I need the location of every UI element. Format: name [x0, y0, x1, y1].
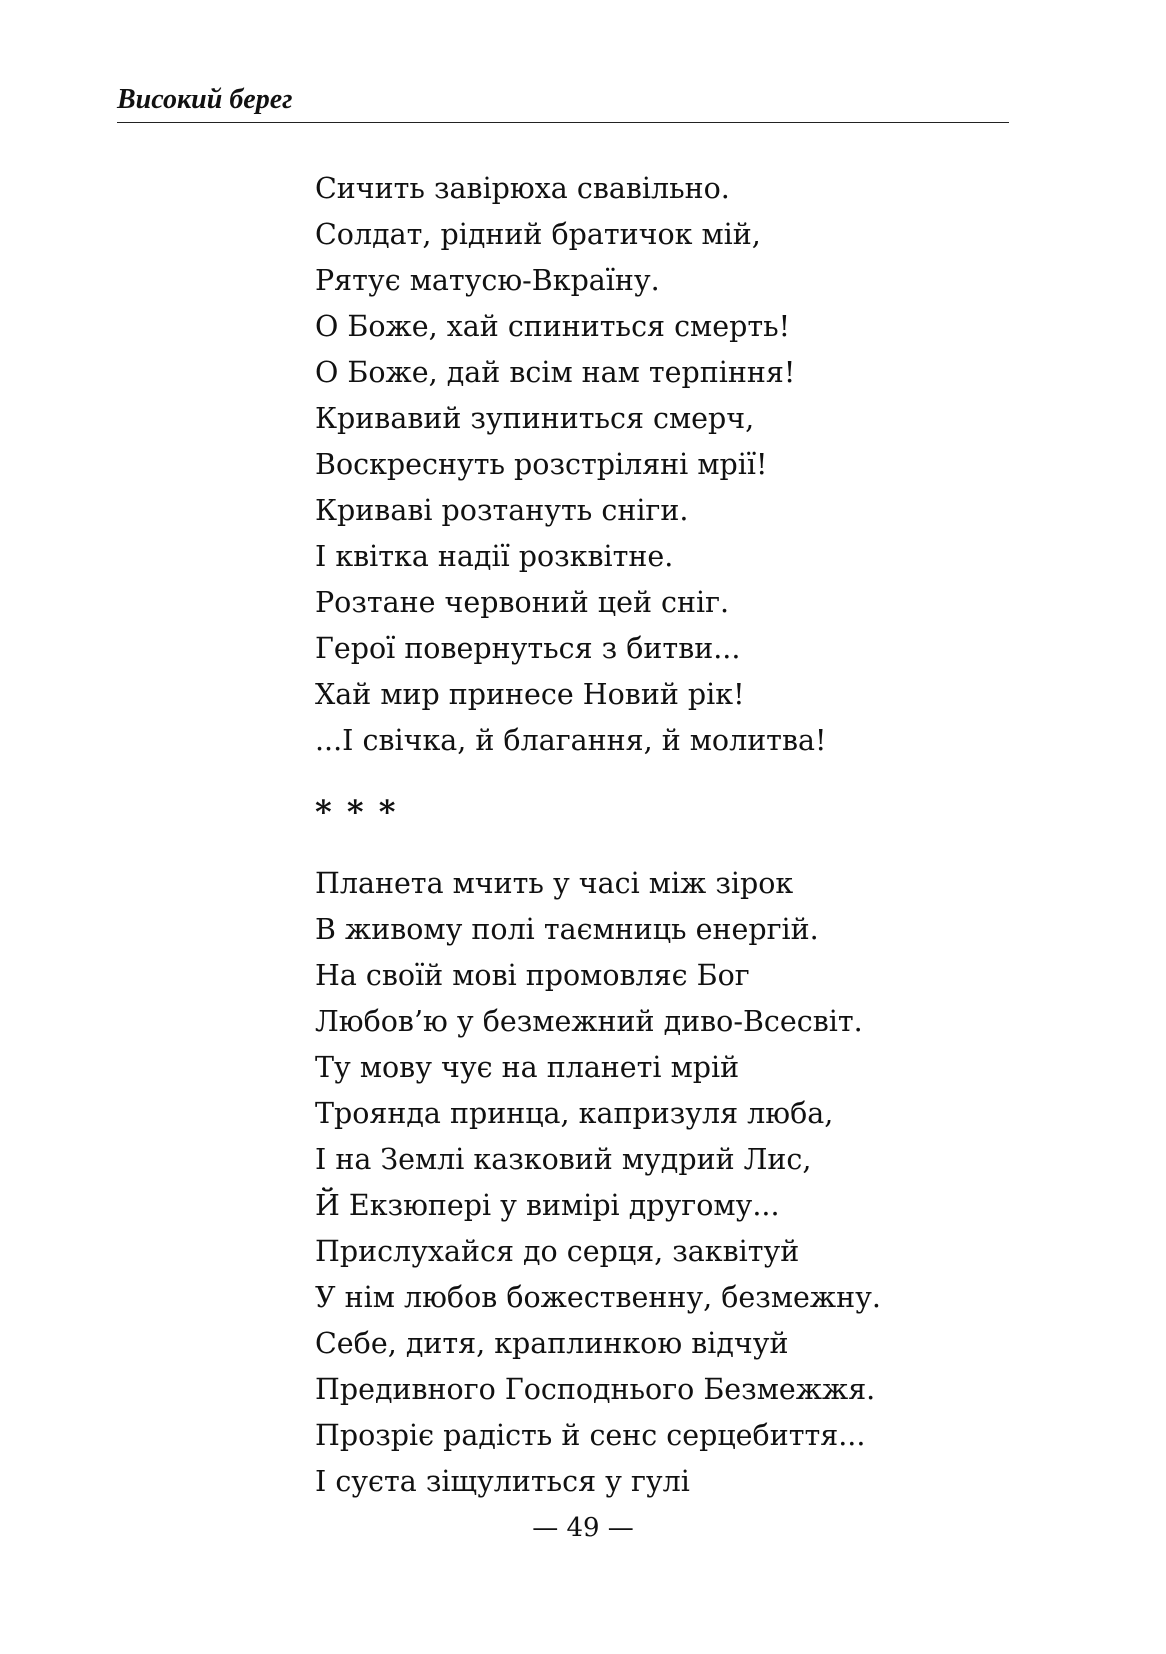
poem-line: В живому полі таємниць енергій. — [315, 913, 819, 946]
poem-line: Любов’ю у безмежний диво-Всесвіт. — [315, 1005, 863, 1038]
page-number: — 49 — — [532, 1513, 634, 1543]
poem-line: І на Землі казковий мудрий Лис, — [315, 1143, 812, 1176]
poem-line: Предивного Господнього Безмежжя. — [315, 1373, 876, 1406]
section-separator: * * * — [315, 793, 398, 831]
poem-line: Й Екзюпері у вимірі другому... — [315, 1189, 780, 1222]
header-rule — [117, 122, 1009, 123]
poem-line: Воскреснуть розстріляні мрії! — [315, 448, 768, 481]
poem-line: Розтане червоний цей сніг. — [315, 586, 730, 619]
poem-line: О Боже, хай спиниться смерть! — [315, 310, 791, 343]
poem-line: Сичить завірюха свавільно. — [315, 172, 730, 205]
poem-line: Себе, дитя, краплинкою відчуй — [315, 1327, 789, 1360]
poem-line: І суєта зіщулиться у гулі — [315, 1465, 690, 1498]
poem-line: У нім любов божественну, безмежну. — [315, 1281, 881, 1314]
poem-stanza-2 — [315, 861, 881, 1505]
poem-line: Кривавий зупиниться смерч, — [315, 402, 755, 435]
poem-line: Прозріє радість й сенс серцебиття... — [315, 1419, 866, 1452]
poem-line: На своїй мові промовляє Бог — [315, 959, 750, 992]
poem-stanza-1 — [315, 166, 826, 764]
poem-line: О Боже, дай всім нам терпіння! — [315, 356, 796, 389]
poem-line: Троянда принца, капризуля люба, — [315, 1097, 834, 1130]
running-title: Високий берег — [117, 84, 293, 115]
poem-line: Солдат, рідний братичок мій, — [315, 218, 761, 251]
poem-line: Прислухайся до серця, заквітуй — [315, 1235, 800, 1268]
poem-line: Ту мову чує на планеті мрій — [315, 1051, 740, 1084]
poem-line: І квітка надії розквітне. — [315, 540, 674, 573]
poem-line: Герої повернуться з битви... — [315, 632, 741, 665]
poem-line: ...І свічка, й благання, й молитва! — [315, 724, 827, 757]
poem-line: Планета мчить у часі між зірок — [315, 867, 794, 900]
poem-line: Криваві розтануть сніги. — [315, 494, 689, 527]
poem-line: Рятує матусю-Вкраїну. — [315, 264, 660, 297]
poem-line: Хай мир принесе Новий рік! — [315, 678, 745, 711]
